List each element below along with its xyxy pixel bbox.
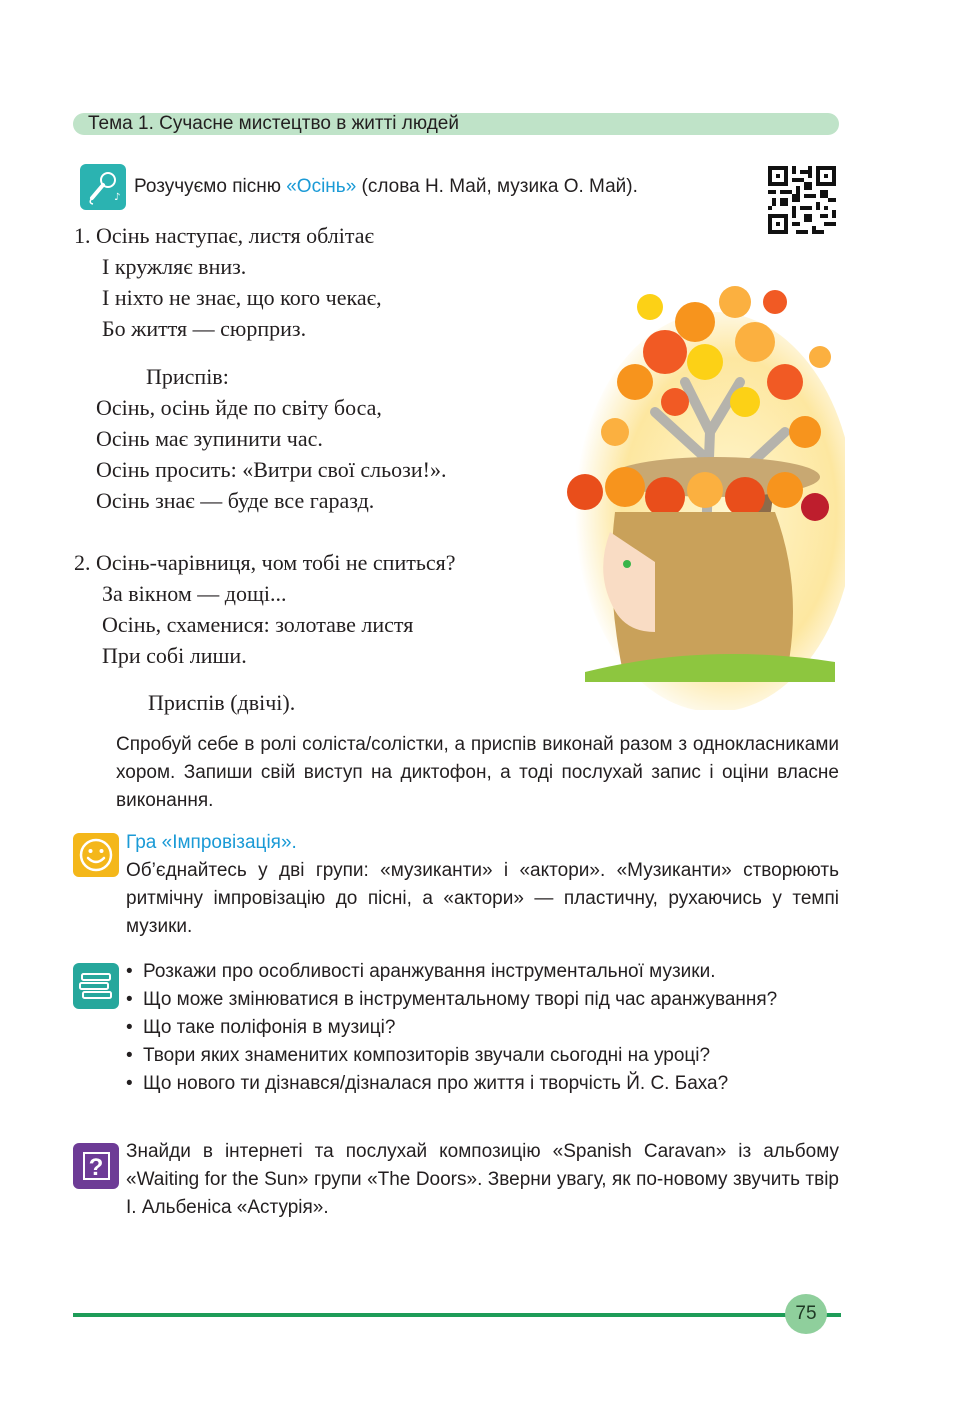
bullet: • [126, 1045, 133, 1066]
lyric-line: Осінь, схаменися: золотаве листя [102, 612, 414, 637]
question-text: Що нового ти дізнався/дізналася про життя і творчість Й. С. Баха? [143, 1073, 729, 1094]
question-text: Твори яких знаменитих композиторів звучали сьогодні на уроці? [143, 1045, 711, 1066]
question-text: Що таке поліфонія в музиці? [143, 1017, 396, 1038]
svg-text:♪: ♪ [114, 192, 121, 203]
smiley-icon [73, 833, 119, 877]
lyric-line: 2. Осінь-чарівниця, чом тобі не спиться? [74, 550, 456, 575]
page-number: 75 [785, 1294, 827, 1334]
lyric-line: За вікном — дощі... [102, 581, 287, 606]
internet-task-text: Знайди в інтернеті та послухай композицію «Spanish Caravan» із альбому «Waiting for the Sun» групи «The Doors». Зверни увагу, як по-новому звучить твір І. Альбеніса «Астурія». [126, 1141, 839, 1218]
lyric-line: Осінь просить: «Витри свої сльози!». [96, 457, 447, 482]
lyric-line: Осінь, осінь йде по світу боса, [96, 395, 382, 420]
solo-task-text: Спробуй себе в ролі соліста/солістки, а приспів виконай разом з однокласниками хором. Запиши свій виступ на диктофон, а тоді послухай запис і оціни власне виконання. [116, 734, 839, 811]
books-icon [73, 963, 119, 1009]
question-item [126, 958, 846, 986]
questions-list [126, 958, 846, 1098]
question-item [126, 1042, 846, 1070]
footer-line [73, 1313, 841, 1317]
qr-code-icon[interactable] [768, 166, 836, 234]
bullet: • [126, 1017, 133, 1038]
bullet: • [126, 989, 133, 1010]
autumn-girl-illustration [555, 262, 845, 710]
question-mark-icon [73, 1143, 119, 1189]
chorus-label: Приспів: [146, 364, 229, 389]
song-intro-after: (слова Н. Май, музика О. Май). [356, 176, 638, 197]
lyric-line: При собі лиши. [102, 643, 247, 668]
question-item [126, 1014, 846, 1042]
song-intro-before: Розучуємо пісню [134, 176, 287, 197]
song-title-link[interactable]: «Осінь» [286, 176, 357, 197]
svg-text:?: ? [88, 1154, 104, 1181]
lyric-line: 1. Осінь наступає, листя облітає [74, 223, 374, 248]
lyric-line: Осінь має зупинити час. [96, 426, 323, 451]
lyric-line: І ніхто не знає, що кого чекає, [102, 285, 382, 310]
question-item [126, 1070, 846, 1098]
microphone-icon [80, 164, 126, 210]
lyric-line: Осінь знає — буде все гаразд. [96, 488, 375, 513]
game-text: Об’єднайтесь у дві групи: «музиканти» і «актори». «Музиканти» створюють ритмічну імпровізацію до пісні, а «актори» — пластичну, рухаючись у темпі музики. [126, 860, 839, 937]
page-topic-title: Тема 1. Сучасне мистецтво в житті людей [88, 113, 459, 134]
lyric-line: І кружляє вниз. [102, 254, 247, 279]
song-intro [134, 174, 638, 200]
question-text: Що може змінюватися в інструментальному творі під час аранжування? [143, 989, 778, 1010]
question-item [126, 986, 846, 1014]
lyric-line: Бо життя — сюрприз. [102, 316, 307, 341]
question-text: Розкажи про особливості аранжування інструментальної музики. [143, 961, 716, 982]
chorus-repeat-label: Приспів (двічі). [148, 690, 296, 715]
bullet: • [126, 961, 133, 982]
game-title: Гра «Імпровізація». [126, 832, 297, 853]
bullet: • [126, 1073, 133, 1094]
